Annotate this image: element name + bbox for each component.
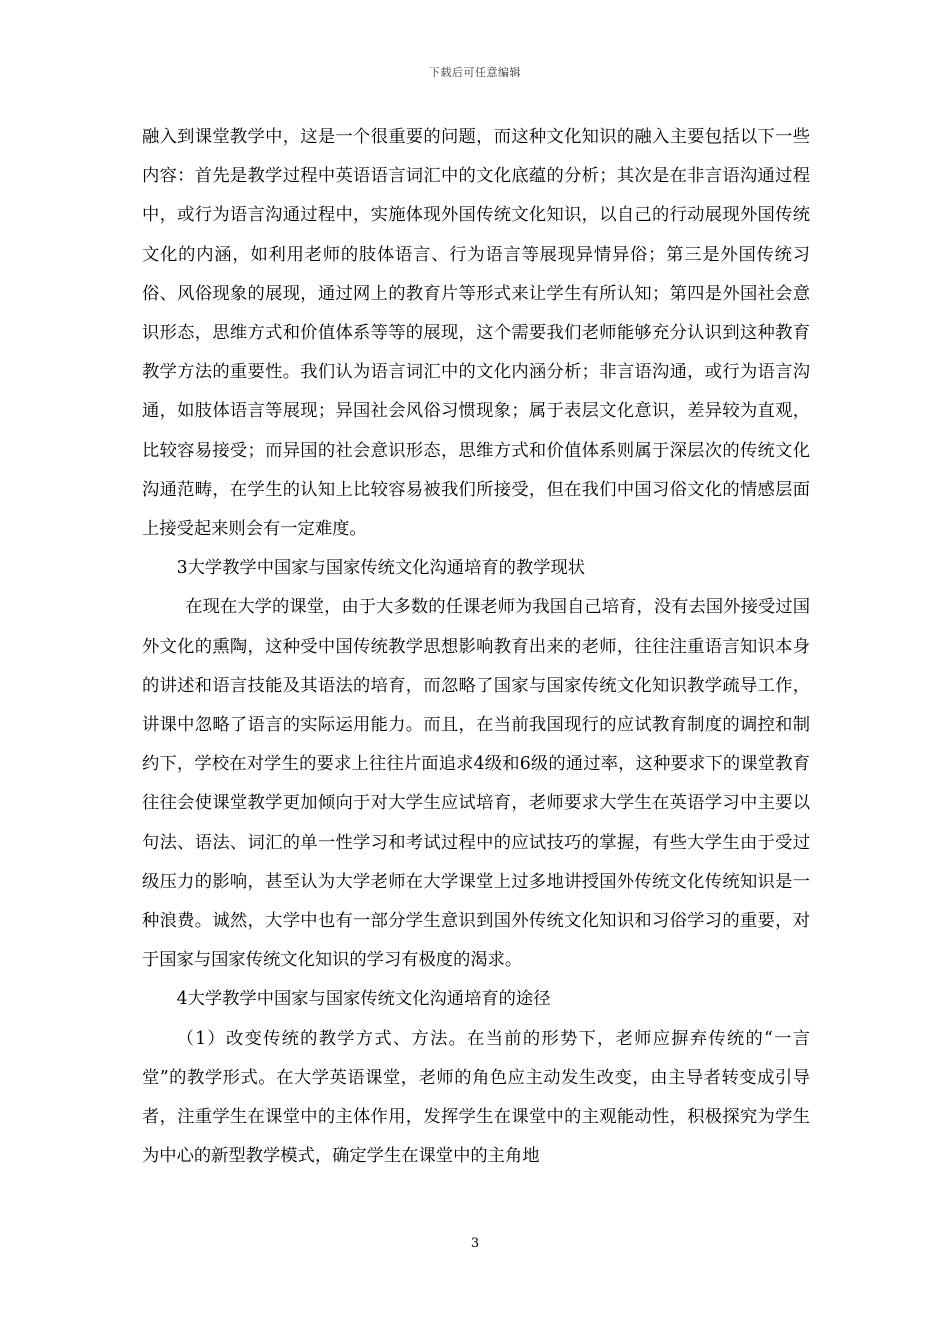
paragraph-cultural-integration: 融入到课堂教学中，这是一个很重要的问题，而这种文化知识的融入主要包括以下一些内容：首先是教学过程中英语语言词汇中的文化底蕴的分析；其次是在非言语沟通过程中，或行为语言沟通过程中，实施体现外国传统文化知识，以自己的行动展现外国传统文化的内涵，如利用老师的肢体语言、行为语言等展现异情异俗；第三是外国传统习俗、风俗现象的展现，通过网上的教育片等形式来让学生有所认知；第四是外国社会意识形态，思维方式和价值体系等等的展现，这个需要我们老师能够充分认识到这种教育教学方法的重要性。我们认为语言词汇中的文化内涵分析；非言语沟通，或行为语言沟通，如肢体语言等展现；异国社会风俗习惯现象；属于表层文化意识，差异较为直观，比较容易接受；而异国的社会意识形态，思维方式和价值体系则属于深层次的传统文化沟通范畴，在学生的认知上比较容易被我们所接受，但在我们中国习俗文化的情感层面上接受起来则会有一定难度。 bbox=[142, 127, 810, 540]
page-header: 下载后可任意编辑 bbox=[429, 66, 521, 79]
document-body bbox=[142, 118, 810, 1176]
section-heading-3: 3大学教学中国家与国家传统文化沟通培育的教学现状 bbox=[176, 558, 586, 579]
paragraph-teaching-methods: （1）改变传统的教学方式、方法。在当前的形势下，老师应摒弃传统的“一言堂”的教学形式。在大学英语课堂，老师的角色应主动发生改变，由主导者转变成引导者，注重学生在课堂中的主体作用，发挥学生在课堂中的主观能动性，积极探究为学生为中心的新型教学模式，确定学生在课堂中的主角地 bbox=[142, 1028, 810, 1167]
page-number: 3 bbox=[470, 1236, 480, 1251]
section-heading-4: 4大学教学中国家与国家传统文化沟通培育的途径 bbox=[176, 989, 551, 1010]
paragraph-teaching-status: 在现在大学的课堂，由于大多数的任课老师为我国自己培育，没有去国外接受过国外文化的熏陶，这种受中国传统教学思想影响教育出来的老师，往往注重语言知识本身的讲述和语言技能及其语法的培育，而忽略了国家与国家传统文化知识教学疏导工作，讲课中忽略了语言的实际运用能力。而且，在当前我国现行的应试教育制度的调控和制约下，学校在对学生的要求上往往片面追求4级和6级的通过率，这种要求下的课堂教育往往会使课堂教学更加倾向于对大学生应试培育，老师要求大学生在英语学习中主要以句法、语法、词汇的单一性学习和考试过程中的应试技巧的掌握，有些大学生由于受过级压力的影响，甚至认为大学老师在大学课堂上过多地讲授国外传统文化传统知识是一种浪费。诚然，大学中也有一部分学生意识到国外传统文化知识和习俗学习的重要，对于国家与国家传统文化知识的学习有极度的渴求。 bbox=[142, 597, 810, 971]
